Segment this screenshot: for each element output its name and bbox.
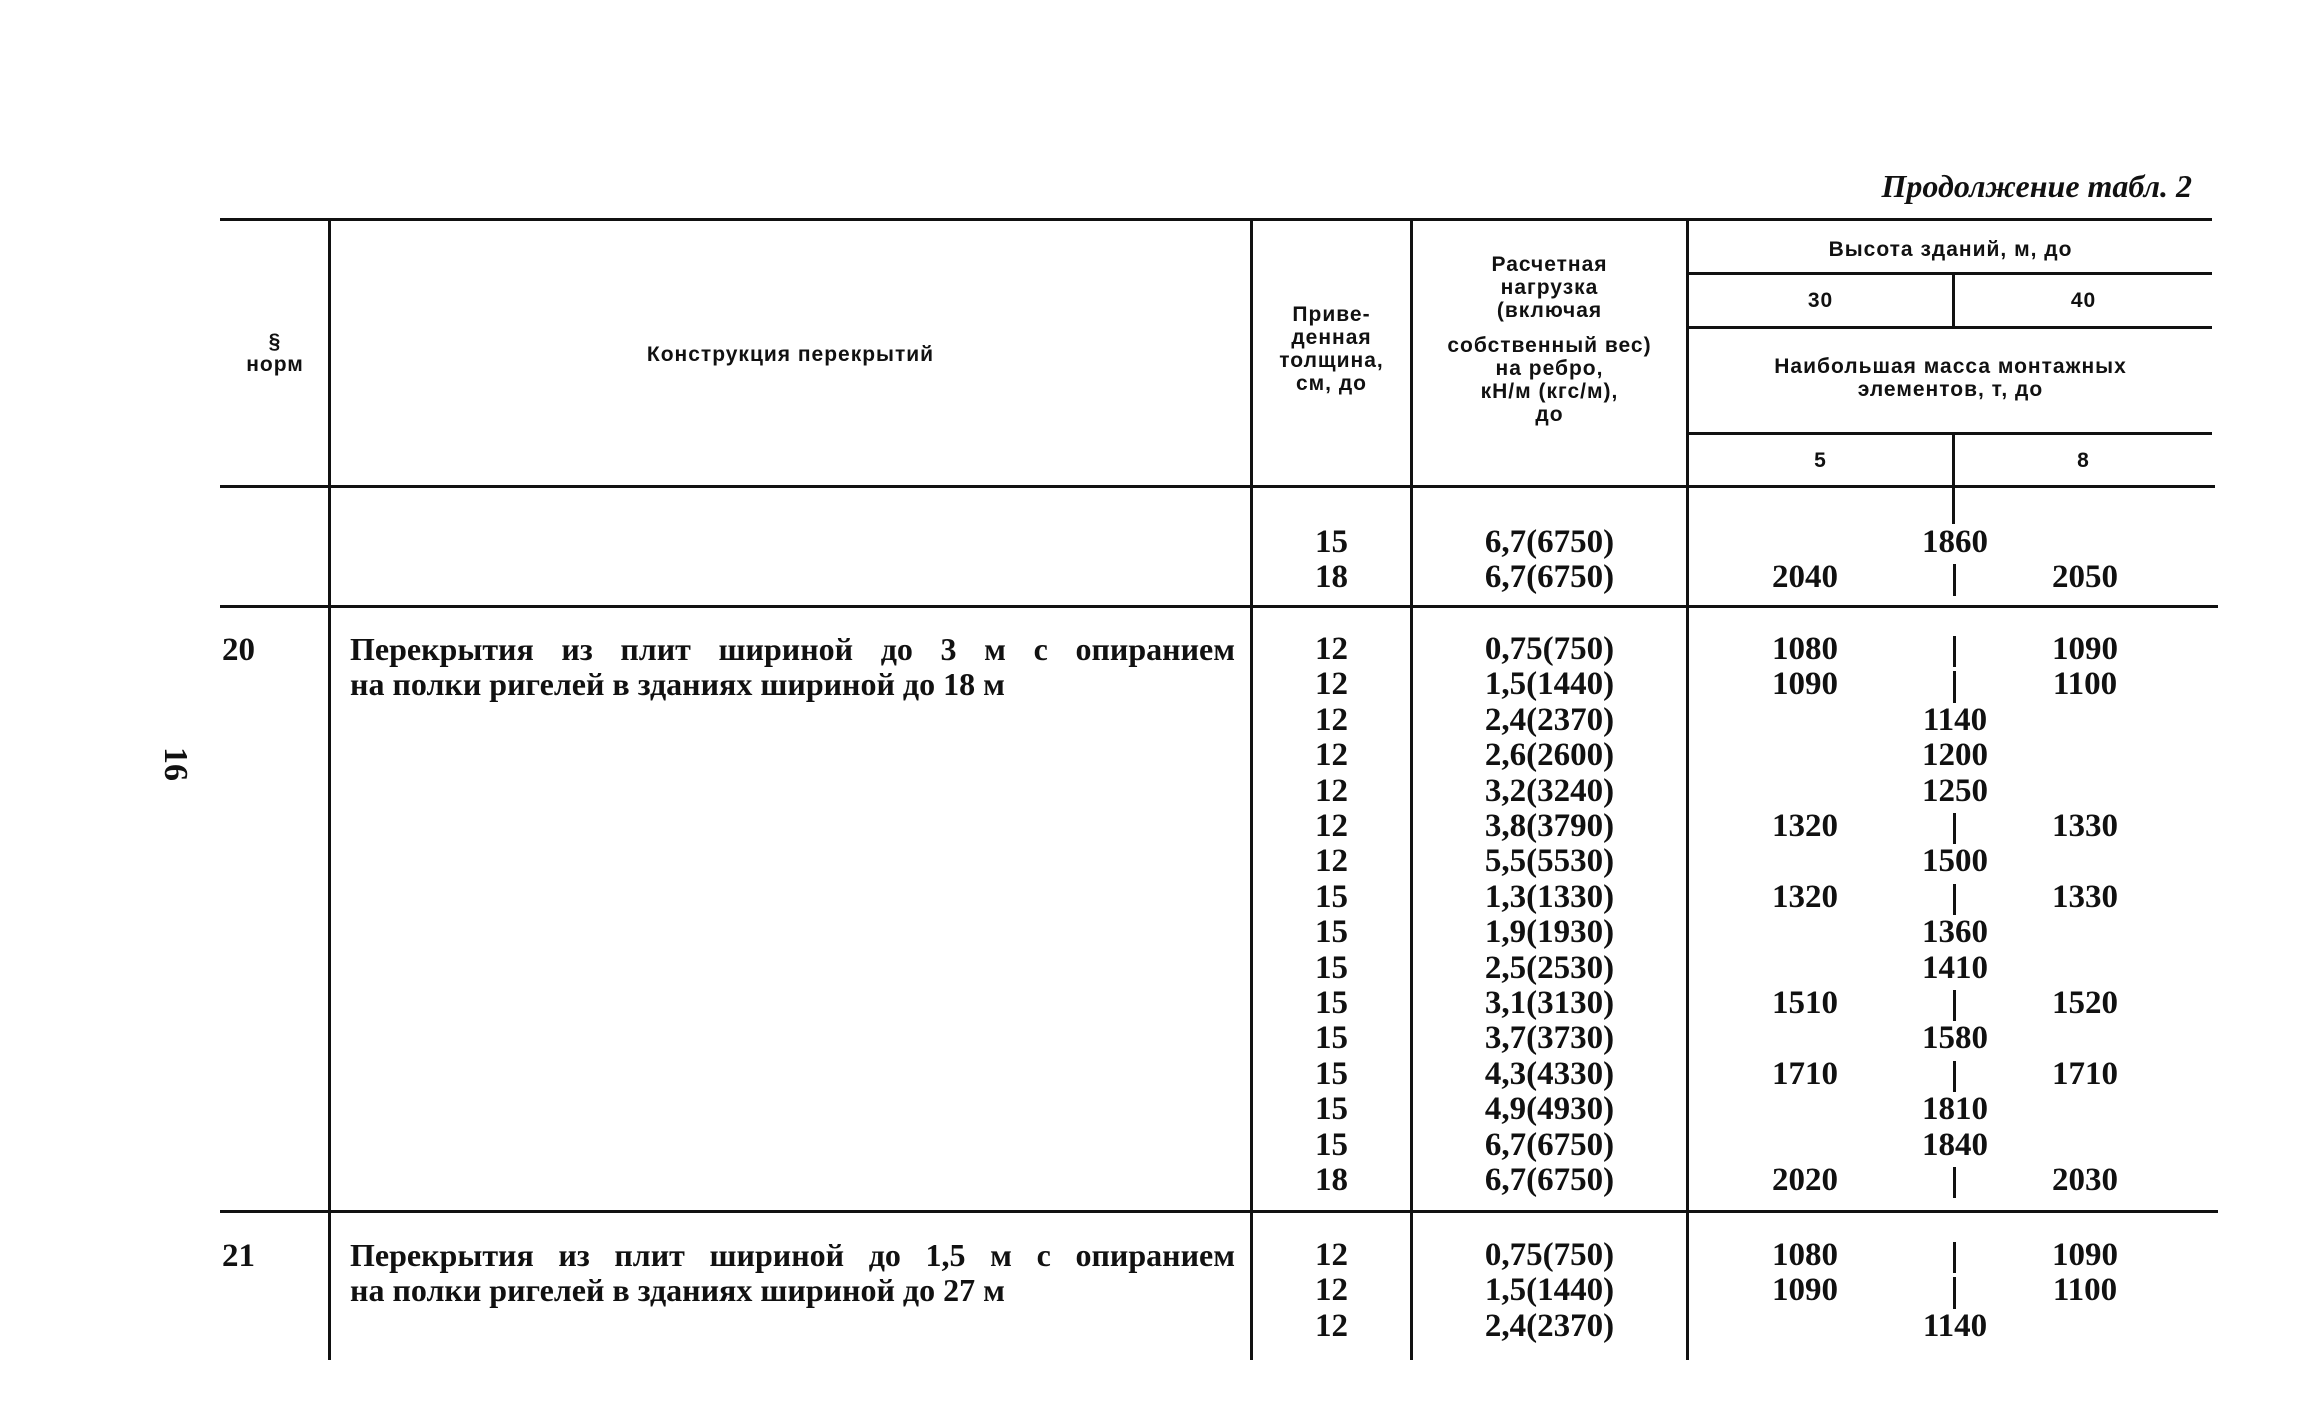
- cell-load: 3,1(3130): [1484, 985, 1615, 1021]
- column-divider-mark: [1953, 1167, 1956, 1198]
- cell-thickness: 12: [1315, 808, 1348, 844]
- header-thickness-line: см, до: [1295, 372, 1368, 395]
- header-thickness-line: толщина,: [1279, 349, 1384, 372]
- header-load-line: до: [1535, 403, 1564, 426]
- cell-col30: 1090: [1772, 1272, 1838, 1309]
- header-thickness-line: Приве-: [1292, 303, 1371, 326]
- row-rule-1: [220, 605, 2218, 608]
- cell-col40: 2050: [2052, 559, 2118, 596]
- cell-load: 1,5(1440): [1484, 666, 1615, 703]
- cell-thickness: 15: [1315, 914, 1348, 951]
- cell-load: 1,5(1440): [1484, 1272, 1615, 1309]
- header-section: [222, 330, 328, 376]
- cell-colmid: 1810: [1922, 1091, 1988, 1128]
- header-rule-heights-values: [1688, 326, 2212, 329]
- cell-col40: 1090: [2052, 1237, 2118, 1273]
- cell-load: 6,7(6750): [1484, 1126, 1615, 1163]
- cell-load: 1,3(1330): [1484, 878, 1615, 915]
- cell-colmid: 1200: [1922, 737, 1988, 774]
- cell-thickness: 15: [1315, 949, 1348, 986]
- cell-colmid: 1140: [1922, 701, 1988, 738]
- cell-col40: 2030: [2052, 1162, 2118, 1198]
- header-load-line: (включая: [1496, 299, 1603, 322]
- cell-load: 0,75(750): [1484, 1237, 1615, 1273]
- header-load-line: на ребро,: [1495, 357, 1604, 380]
- header-load-line: Расчетная: [1491, 253, 1608, 276]
- row-rule-2: [220, 1210, 2218, 1213]
- cell-load: 3,8(3790): [1484, 808, 1615, 844]
- cell-thickness: 12: [1315, 772, 1348, 809]
- header-load-line: нагрузка: [1500, 276, 1599, 299]
- header-load-line: собственный вес): [1447, 334, 1652, 357]
- cell-col30: 1080: [1772, 631, 1838, 667]
- cell-load: 2,6(2600): [1484, 737, 1615, 774]
- cell-thickness: 12: [1315, 701, 1348, 738]
- header-rule-mass: [1688, 432, 2212, 435]
- cell-thickness: 12: [1315, 1237, 1348, 1273]
- table-top-rule: [220, 218, 2212, 221]
- cell-col40: 1520: [2052, 985, 2118, 1021]
- column-divider-mark: [1953, 1242, 1956, 1273]
- cell-colmid: 1250: [1922, 772, 1988, 809]
- cell-col40: 1330: [2052, 808, 2118, 844]
- cell-load: 6,7(6750): [1484, 1162, 1615, 1198]
- cell-load: 1,9(1930): [1484, 914, 1615, 951]
- header-mass-group: [1689, 355, 2212, 401]
- cell-colmid: 1580: [1922, 1020, 1988, 1057]
- cell-load: 2,5(2530): [1484, 949, 1615, 986]
- cell-col40: 1100: [2052, 1272, 2118, 1309]
- page-number: 16: [157, 747, 194, 781]
- cell-load: 5,5(5530): [1484, 843, 1615, 880]
- table-caption: Продолжение табл. 2: [1881, 168, 2192, 204]
- description-line: на полки ригелей в зданиях шириной до 27 м: [350, 1272, 1005, 1309]
- cell-thickness: 15: [1315, 1020, 1348, 1057]
- cell-thickness: 12: [1315, 666, 1348, 703]
- cell-colmid: 1500: [1922, 843, 1988, 880]
- cell-thickness: 15: [1315, 1091, 1348, 1128]
- cell-col30: 1090: [1772, 666, 1838, 703]
- cell-thickness: 15: [1315, 878, 1348, 915]
- header-load: [1413, 253, 1686, 426]
- cell-thickness: 12: [1315, 631, 1348, 667]
- header-height-30: 30: [1807, 289, 1834, 312]
- cell-col30: 1320: [1772, 878, 1838, 915]
- cell-col30: 1710: [1772, 1055, 1838, 1092]
- header-rule-height: [1688, 272, 2212, 275]
- cell-thickness: 15: [1315, 524, 1348, 560]
- header-height-40: 40: [2070, 289, 2097, 312]
- cell-load: 3,2(3240): [1484, 772, 1615, 809]
- cell-load: 4,9(4930): [1484, 1091, 1615, 1128]
- header-section-label: норм: [246, 353, 304, 376]
- header-mass-line: Наибольшая масса монтажных: [1774, 355, 2127, 378]
- cell-col30: 2040: [1772, 559, 1838, 596]
- cell-load: 6,7(6750): [1484, 559, 1615, 596]
- cell-load: 2,4(2370): [1484, 701, 1615, 738]
- column-divider-mark: [1953, 564, 1956, 595]
- cell-thickness: 12: [1315, 1272, 1348, 1309]
- column-divider-mark: [1953, 813, 1956, 844]
- cell-thickness: 15: [1315, 1055, 1348, 1092]
- cell-load: 4,3(4330): [1484, 1055, 1615, 1092]
- column-rule-1: [328, 220, 331, 1360]
- header-mass-line: элементов, т, до: [1857, 378, 2044, 401]
- cell-col30: 2020: [1772, 1162, 1838, 1198]
- cell-col30: 1080: [1772, 1237, 1838, 1273]
- header-mass-8: 8: [2077, 449, 2090, 472]
- construction-description: [350, 1238, 1235, 1309]
- cell-thickness: 18: [1315, 1162, 1348, 1198]
- construction-description: [350, 632, 1235, 703]
- cell-thickness: 12: [1315, 737, 1348, 774]
- column-divider-mark: [1953, 636, 1956, 667]
- header-height-group: Высота зданий, м, до: [1828, 238, 2073, 261]
- column-divider-mark: [1953, 1061, 1956, 1092]
- header-bottom-rule: [220, 485, 2215, 488]
- cell-thickness: 18: [1315, 559, 1348, 596]
- cell-load: 6,7(6750): [1484, 524, 1615, 560]
- cell-colmid: 1140: [1922, 1307, 1988, 1344]
- cell-col40: 1100: [2052, 666, 2118, 703]
- cell-colmid: 1840: [1922, 1126, 1988, 1163]
- cell-col40: 1710: [2052, 1055, 2118, 1092]
- cell-col30: 1510: [1772, 985, 1838, 1021]
- description-line: на полки ригелей в зданиях шириной до 18 м: [350, 666, 1005, 703]
- cell-col40: 1330: [2052, 878, 2118, 915]
- header-construction: Конструкция перекрытий: [646, 343, 935, 366]
- column-divider-mark: [1953, 671, 1956, 702]
- cell-thickness: 12: [1315, 843, 1348, 880]
- cell-col30: 1320: [1772, 808, 1838, 844]
- cell-thickness: 15: [1315, 985, 1348, 1021]
- cell-colmid: 1410: [1922, 949, 1988, 986]
- cell-colmid: 1360: [1922, 914, 1988, 951]
- description-line: Перекрытия из плит шириной до 3 м с опиранием: [350, 631, 1235, 667]
- cell-load: 3,7(3730): [1484, 1020, 1615, 1057]
- cell-load: 2,4(2370): [1484, 1307, 1615, 1344]
- section-number: 20: [222, 632, 255, 668]
- section-number: 21: [222, 1238, 255, 1274]
- header-thickness-line: денная: [1291, 326, 1372, 349]
- header-load-line: кН/м (кгс/м),: [1480, 380, 1619, 403]
- cell-thickness: 15: [1315, 1126, 1348, 1163]
- column-divider-mark: [1953, 1277, 1956, 1308]
- column-divider-mark: [1953, 884, 1956, 915]
- header-split-5-8: [1952, 434, 1955, 524]
- description-line: Перекрытия из плит шириной до 1,5 м с опиранием: [350, 1237, 1235, 1273]
- cell-thickness: 12: [1315, 1307, 1348, 1344]
- header-mass-5: 5: [1814, 449, 1827, 472]
- header-section-sign: §: [268, 330, 282, 353]
- cell-col40: 1090: [2052, 631, 2118, 667]
- column-divider-mark: [1953, 990, 1956, 1021]
- cell-colmid: 1860: [1922, 524, 1988, 560]
- header-thickness: [1253, 303, 1410, 395]
- cell-load: 0,75(750): [1484, 631, 1615, 667]
